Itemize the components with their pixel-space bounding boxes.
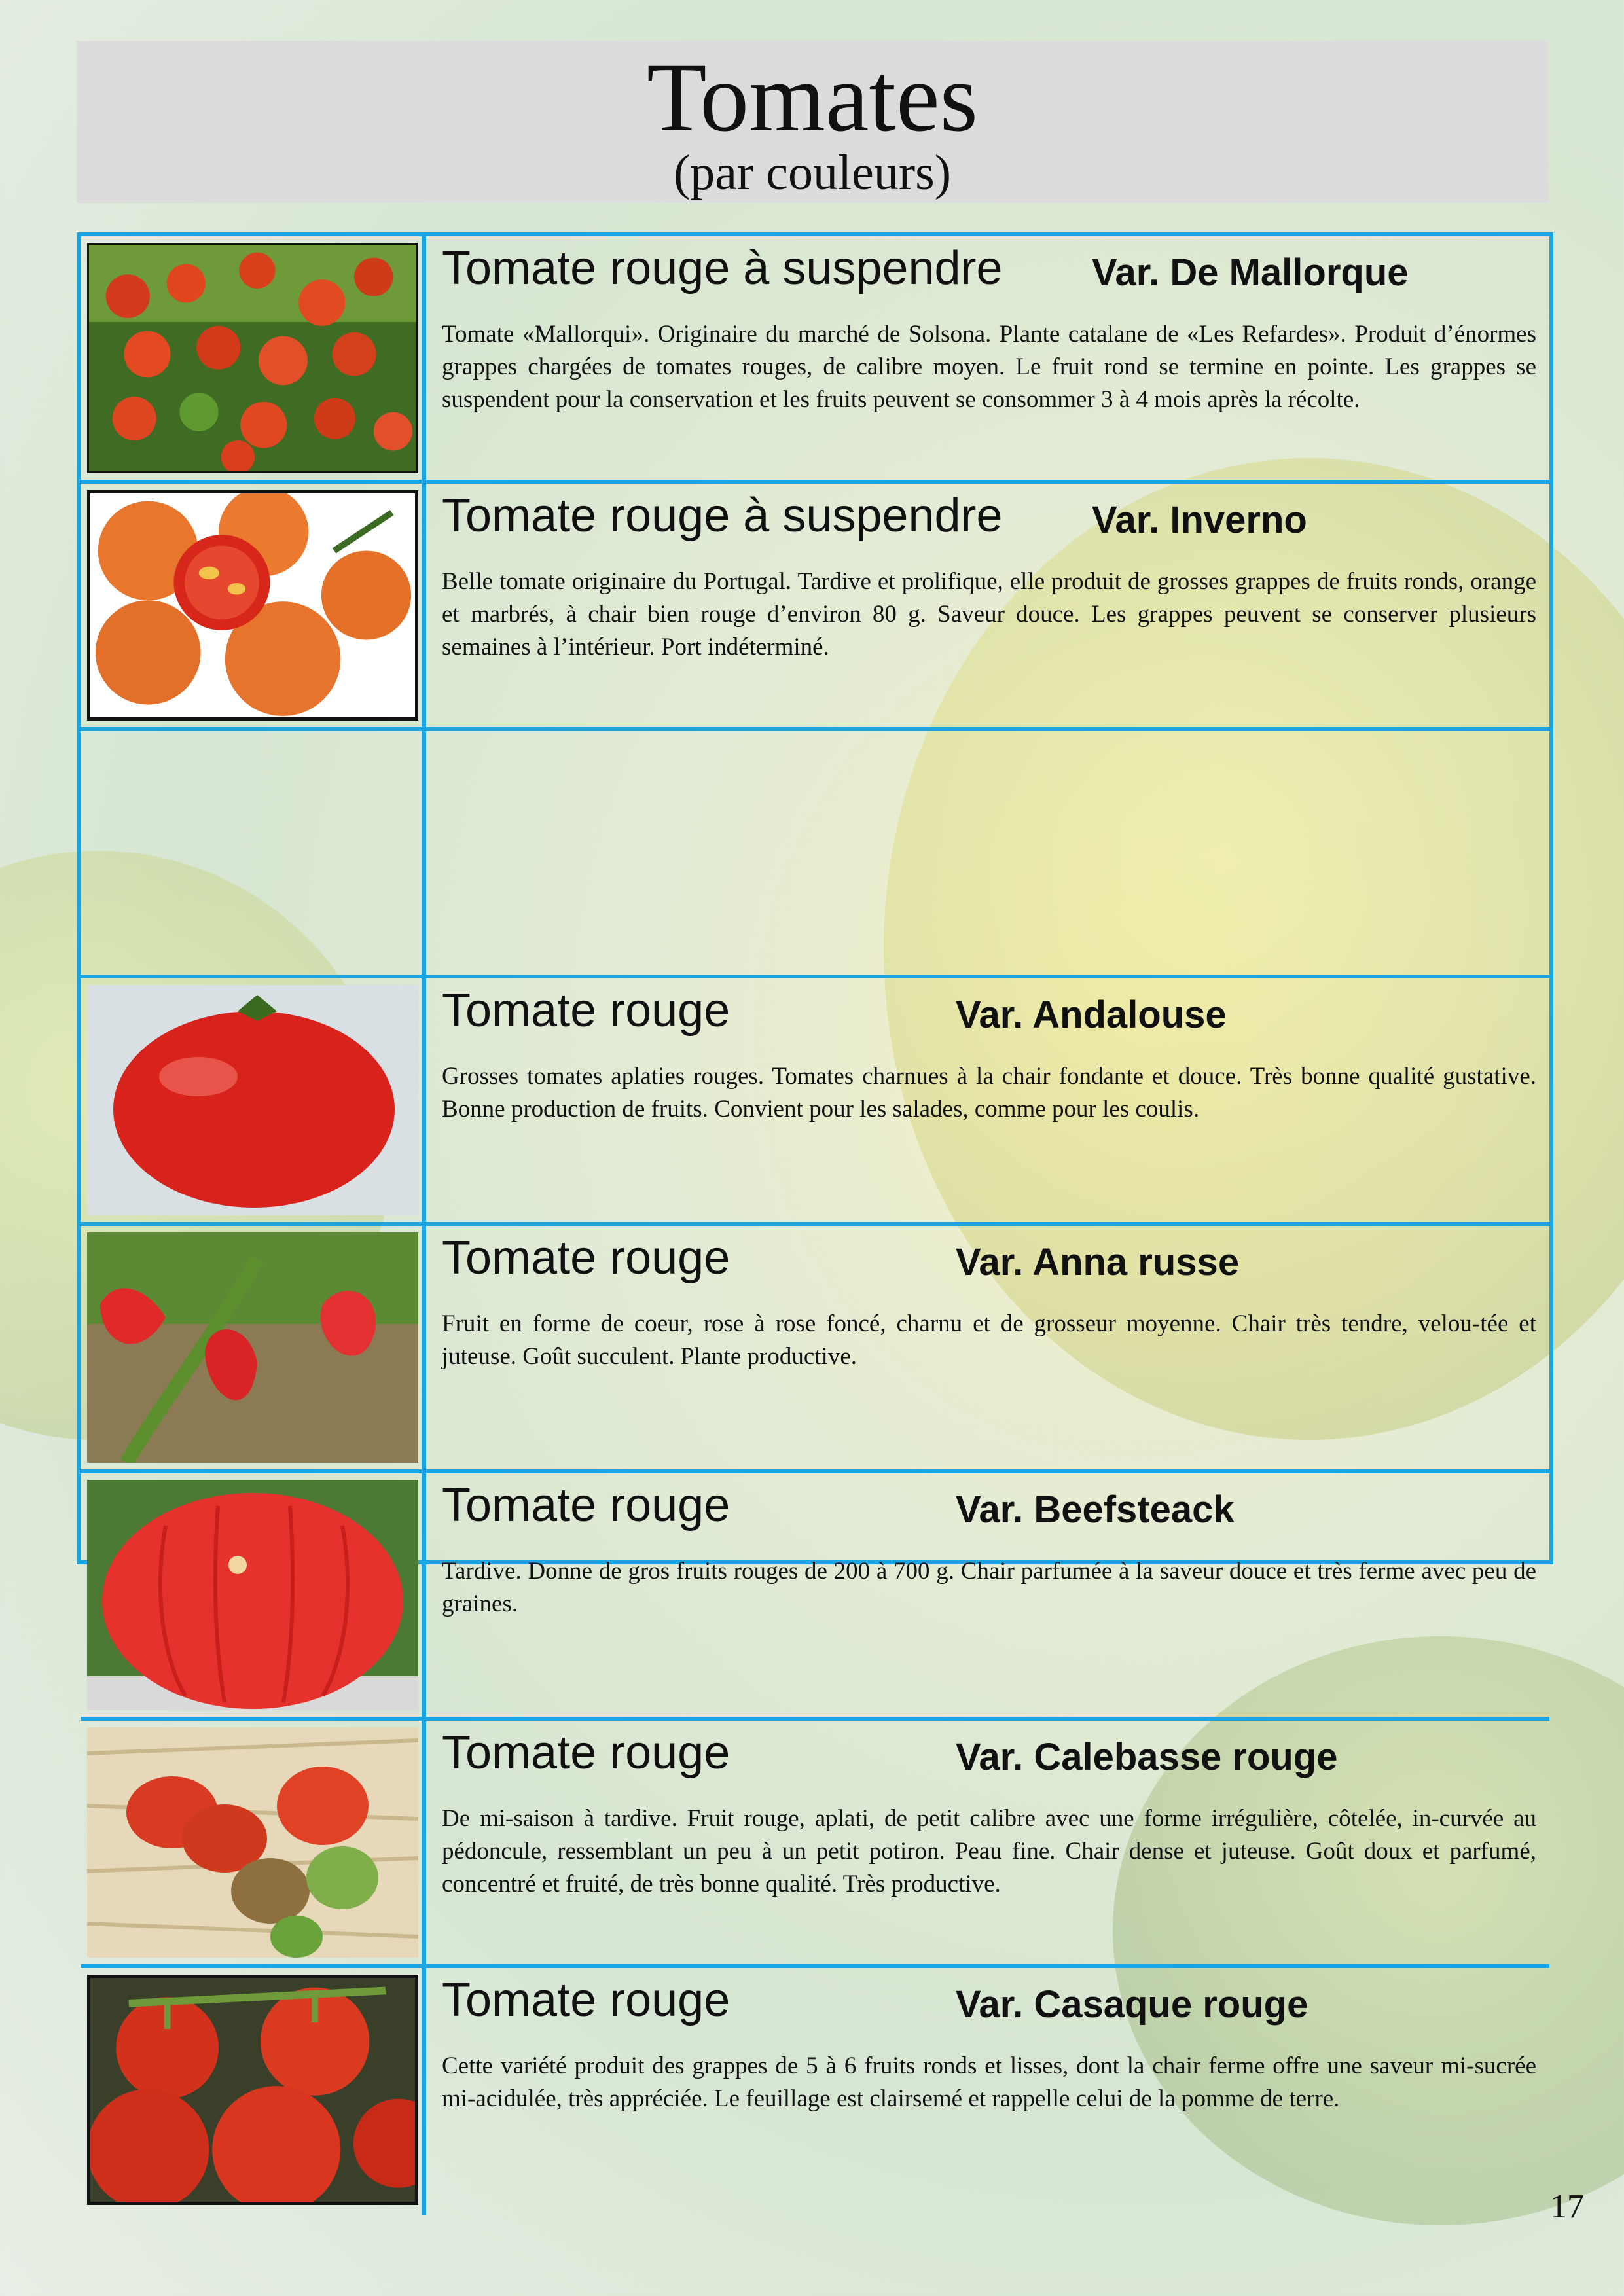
variety-row [81, 484, 1549, 731]
variety-row [81, 978, 1549, 1226]
variety-description: Tardive. Donne de gros fruits rouges de 200 à 700 g. Chair parfumée à la saveur douce et très ferme avec peu de graines. [442, 1558, 1536, 1617]
tomato-photo [87, 490, 418, 721]
page-title: Tomates [646, 43, 979, 152]
tomato-photo [87, 1975, 418, 2205]
variety-name: Var. Inverno [1092, 499, 1307, 541]
thumbnail-cell [81, 1473, 426, 1717]
page-subtitle: (par couleurs) [673, 145, 952, 200]
variety-description: Tomate «Mallorqui». Originaire du marché de Solsona. Plante catalane de «Les Refardes». Produit d’énormes grappes chargées de tomates rouges, de calibre moyen. Le fruit rond se termine en pointe. Les grappes se suspendent pour la conservation et les fruits peuvent se consommer 3 à 4 mois après la récolte. [442, 321, 1536, 413]
thumbnail-cell [81, 484, 426, 727]
text-cell [442, 1473, 1536, 1717]
tomato-name: Tomate rouge [442, 984, 731, 1037]
page-header [77, 41, 1548, 203]
text-cell [442, 1968, 1536, 2215]
variety-name: Var. Beefsteack [956, 1488, 1235, 1531]
thumbnail-cell [81, 978, 426, 1222]
tomato-name: Tomate rouge [442, 1232, 731, 1284]
variety-name: Var. De Mallorque [1092, 251, 1409, 294]
page-number: 17 [1550, 2188, 1584, 2225]
thumbnail-cell [81, 236, 426, 480]
text-cell [442, 731, 1536, 975]
variety-name: Var. Calebasse rouge [956, 1736, 1338, 1778]
thumbnail-cell [81, 1968, 426, 2215]
variety-name: Var. Casaque rouge [956, 1983, 1308, 2026]
variety-description: Belle tomate originaire du Portugal. Tardive et prolifique, elle produit de grosses grappes de fruits ronds, orange et marbrés, à chair bien rouge d’environ 80 g. Saveur douce. Les grappes peuvent se conserver plusieurs semaines à l’intérieur. Port indéterminé. [442, 568, 1536, 660]
empty-row [81, 731, 1549, 978]
variety-description: Grosses tomates aplaties rouges. Tomates charnues à la chair fondante et douce. Très bonne qualité gustative. Bonne production de fruits. Convient pour les salades, comme pour les coulis. [442, 1063, 1536, 1122]
tomato-photo [87, 1232, 418, 1463]
variety-row [81, 1473, 1549, 1721]
variety-row [81, 236, 1549, 484]
thumbnail-cell [81, 1226, 426, 1469]
text-cell [442, 978, 1536, 1222]
tomato-photo [87, 1727, 418, 1958]
text-cell [442, 484, 1536, 727]
tomato-photo [87, 243, 418, 473]
variety-name: Var. Anna russe [956, 1241, 1240, 1283]
variety-table [77, 232, 1553, 2112]
variety-row [81, 1226, 1549, 1473]
tomato-name: Tomate rouge [442, 1727, 731, 1779]
tomato-name: Tomate rouge à suspendre [442, 490, 1003, 542]
variety-name: Var. Andalouse [956, 994, 1227, 1036]
tomato-photo [87, 985, 418, 1215]
tomato-name: Tomate rouge [442, 1479, 731, 1532]
text-cell [442, 236, 1536, 480]
thumbnail-cell [81, 731, 426, 975]
variety-row [81, 1721, 1549, 1968]
tomato-name: Tomate rouge [442, 1974, 731, 2026]
tomato-name: Tomate rouge à suspendre [442, 242, 1003, 295]
text-cell [442, 1226, 1536, 1469]
tomato-photo [87, 1480, 418, 1710]
variety-description: Fruit en forme de coeur, rose à rose foncé, charnu et de grosseur moyenne. Chair très tendre, velou-tée et juteuse. Goût succulent. Plante productive. [442, 1310, 1536, 1370]
thumbnail-cell [81, 1721, 426, 1964]
variety-row [81, 1968, 1549, 2215]
text-cell [442, 1721, 1536, 1964]
variety-description: De mi-saison à tardive. Fruit rouge, aplati, de petit calibre avec une forme irrégulière, côtelée, in-curvée au pédoncule, ressemblant un peu à un petit potiron. Peau fine. Chair dense et juteuse. Goût doux et parfumé, concentré et fruité, de très bonne qualité. Très productive. [442, 1805, 1536, 1897]
variety-description: Cette variété produit des grappes de 5 à 6 fruits ronds et lisses, dont la chair ferme offre une saveur mi-sucrée mi-acidulée, très appréciée. Le feuillage est clairsemé et rappelle celui de la pomme de terre. [442, 2053, 1536, 2112]
